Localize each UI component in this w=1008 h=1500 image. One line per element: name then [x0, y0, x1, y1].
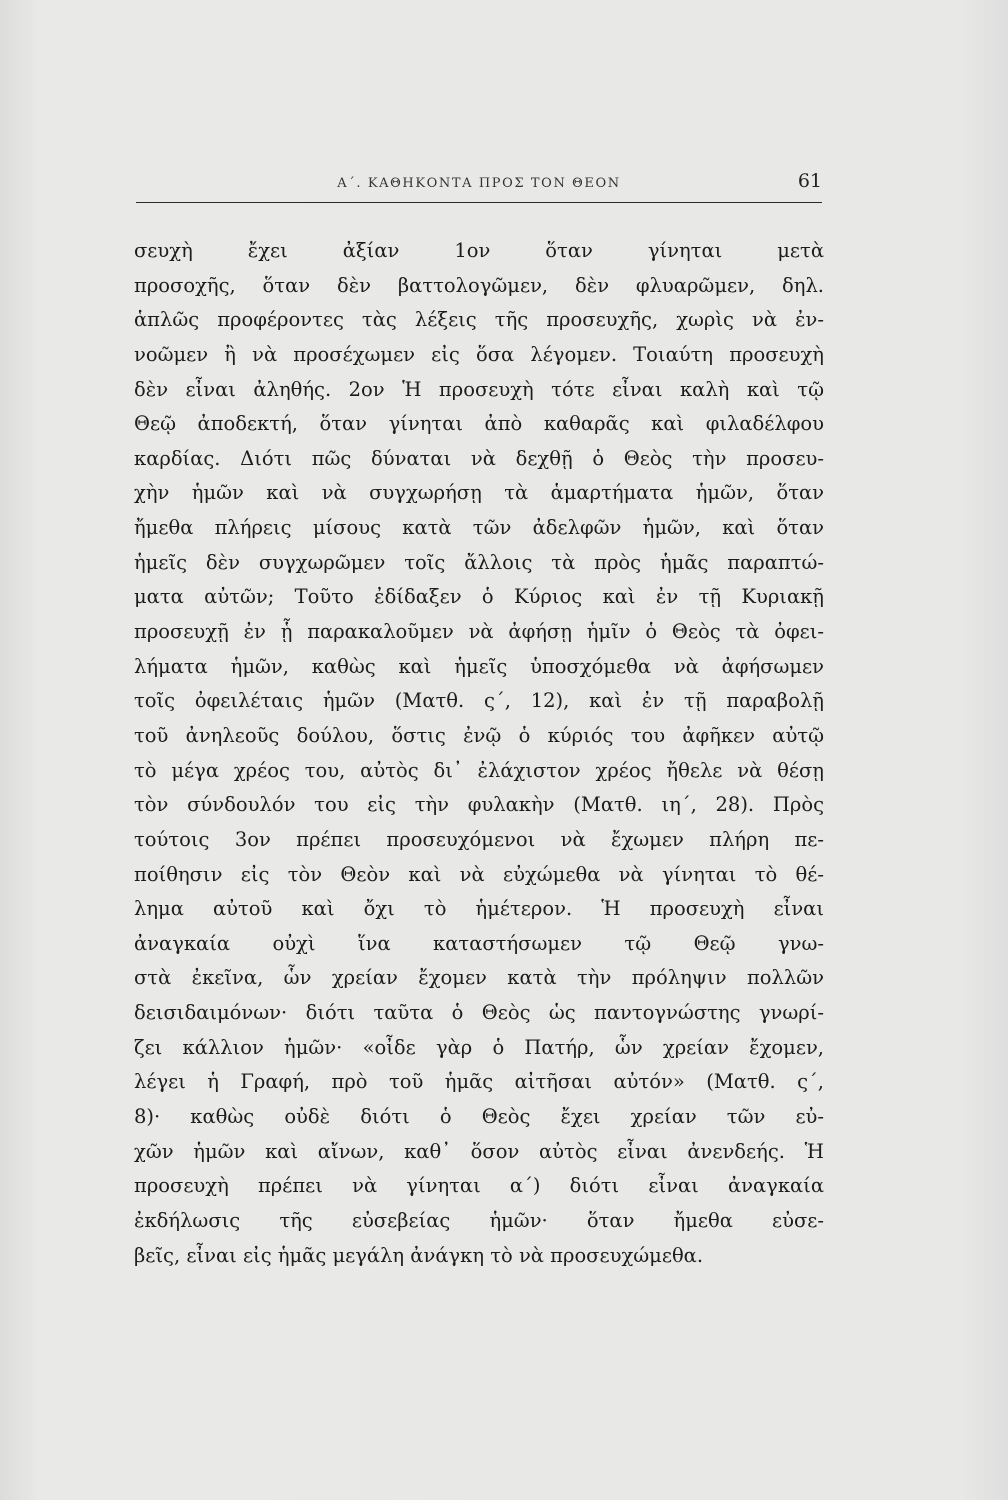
text-line: λημα αὐτοῦ καὶ ὄχι τὸ ἡμέτερον. Ἡ προσευχὴ εἶναι	[134, 897, 824, 921]
running-head	[136, 168, 822, 208]
header-rule	[136, 202, 822, 203]
text-line: λέγει ἡ Γραφή, πρὸ τοῦ ἡμᾶς αἰτῆσαι αὐτόν» (Ματθ. ς΄,	[134, 1070, 824, 1094]
page-number: 61	[797, 170, 822, 192]
running-title: Α΄. ΚΑΘΗΚΟΝΤΑ ΠΡΟΣ ΤΟΝ ΘΕΟΝ	[337, 176, 621, 191]
text-line: βεῖς, εἶναι εἰς ἡμᾶς μεγάλη ἀνάγκη τὸ νὰ προσευχώμεθα.	[134, 1243, 704, 1267]
text-line: ζει κάλλιον ἡμῶν· «οἶδε γὰρ ὁ Πατήρ, ὧν χρείαν ἔχομεν,	[134, 1035, 824, 1059]
text-line: δεισιδαιμόνων· διότι ταῦτα ὁ Θεὸς ὡς παντογνώστης γνωρί-	[134, 1001, 824, 1025]
text-line: τοῦ ἀνηλεοῦς δούλου, ὅστις ἐνῷ ὁ κύριός του ἀφῆκεν αὐτῷ	[134, 723, 824, 747]
text-line: ἐκδήλωσις τῆς εὐσεβείας ἡμῶν· ὅταν ἤμεθα εὐσε-	[134, 1208, 824, 1232]
text-line: προσευχῇ ἐν ᾗ παρακαλοῦμεν νὰ ἀφήσῃ ἡμῖν ὁ Θεὸς τὰ ὀφει-	[134, 620, 824, 644]
text-line: Θεῷ ἀποδεκτή, ὅταν γίνηται ἀπὸ καθαρᾶς καὶ φιλαδέλφου	[134, 412, 824, 436]
text-line: ποίθησιν εἰς τὸν Θεὸν καὶ νὰ εὐχώμεθα νὰ γίνηται τὸ θέ-	[134, 862, 824, 886]
text-line: 8)· καθὼς οὐδὲ διότι ὁ Θεὸς ἔχει χρείαν τῶν εὐ-	[134, 1105, 824, 1129]
text-line: σευχὴ ἔχει ἀξίαν 1ον ὅταν γίνηται μετὰ	[134, 239, 824, 262]
text-line: τὸ μέγα χρέος του, αὐτὸς δι᾽ ἐλάχιστον χρέος ἤθελε νὰ θέσῃ	[134, 758, 824, 782]
text-line: ἡμεῖς δὲν συγχωρῶμεν τοῖς ἄλλοις τὰ πρὸς ἡμᾶς παραπτώ-	[134, 550, 824, 574]
text-line: τὸν σύνδουλόν του εἰς τὴν φυλακὴν (Ματθ. ιη΄, 28). Πρὸς	[134, 793, 824, 817]
text-line: νοῶμεν ἢ νὰ προσέχωμεν εἰς ὅσα λέγομεν. Τοιαύτη προσευχὴ	[134, 342, 824, 366]
body-text	[134, 234, 824, 1273]
text-line: δὲν εἶναι ἀληθής. 2ον Ἡ προσευχὴ τότε εἶναι καλὴ καὶ τῷ	[134, 377, 824, 401]
text-line: χὴν ἡμῶν καὶ νὰ συγχωρήσῃ τὰ ἁμαρτήματα ἡμῶν, ὅταν	[134, 481, 824, 505]
text-line: χῶν ἡμῶν καὶ αἴνων, καθ᾽ ὅσον αὐτὸς εἶναι ἀνενδεής. Ἡ	[134, 1139, 824, 1163]
text-line: στὰ ἐκεῖνα, ὧν χρείαν ἔχομεν κατὰ τὴν πρόληψιν πολλῶν	[134, 966, 824, 990]
text-line: ἤμεθα πλήρεις μίσους κατὰ τῶν ἀδελφῶν ἡμῶν, καὶ ὅταν	[134, 516, 824, 540]
text-line: τούτοις 3ον πρέπει προσευχόμενοι νὰ ἔχωμεν πλήρη πε-	[134, 827, 824, 851]
text-line: λήματα ἡμῶν, καθὼς καὶ ἡμεῖς ὑποσχόμεθα νὰ ἀφήσωμεν	[134, 654, 824, 678]
text-line: ἁπλῶς προφέροντες τὰς λέξεις τῆς προσευχῆς, χωρὶς νὰ ἐν-	[134, 308, 824, 332]
text-line: ἀναγκαία οὐχὶ ἵνα καταστήσωμεν τῷ Θεῷ γνω-	[134, 931, 824, 955]
text-line: τοῖς ὀφειλέταις ἡμῶν (Ματθ. ς΄, 12), καὶ ἐν τῇ παραβολῇ	[134, 689, 824, 713]
text-line: προσευχὴ πρέπει νὰ γίνηται α΄) διότι εἶναι ἀναγκαία	[134, 1174, 824, 1198]
text-line: προσοχῆς, ὅταν δὲν βαττολογῶμεν, δὲν φλυαρῶμεν, δηλ.	[134, 273, 824, 297]
text-line: ματα αὐτῶν; Τοῦτο ἐδίδαξεν ὁ Κύριος καὶ ἐν τῇ Κυριακῇ	[134, 585, 824, 609]
text-line: καρδίας. Διότι πῶς δύναται νὰ δεχθῇ ὁ Θεὸς τὴν προσευ-	[134, 446, 824, 470]
